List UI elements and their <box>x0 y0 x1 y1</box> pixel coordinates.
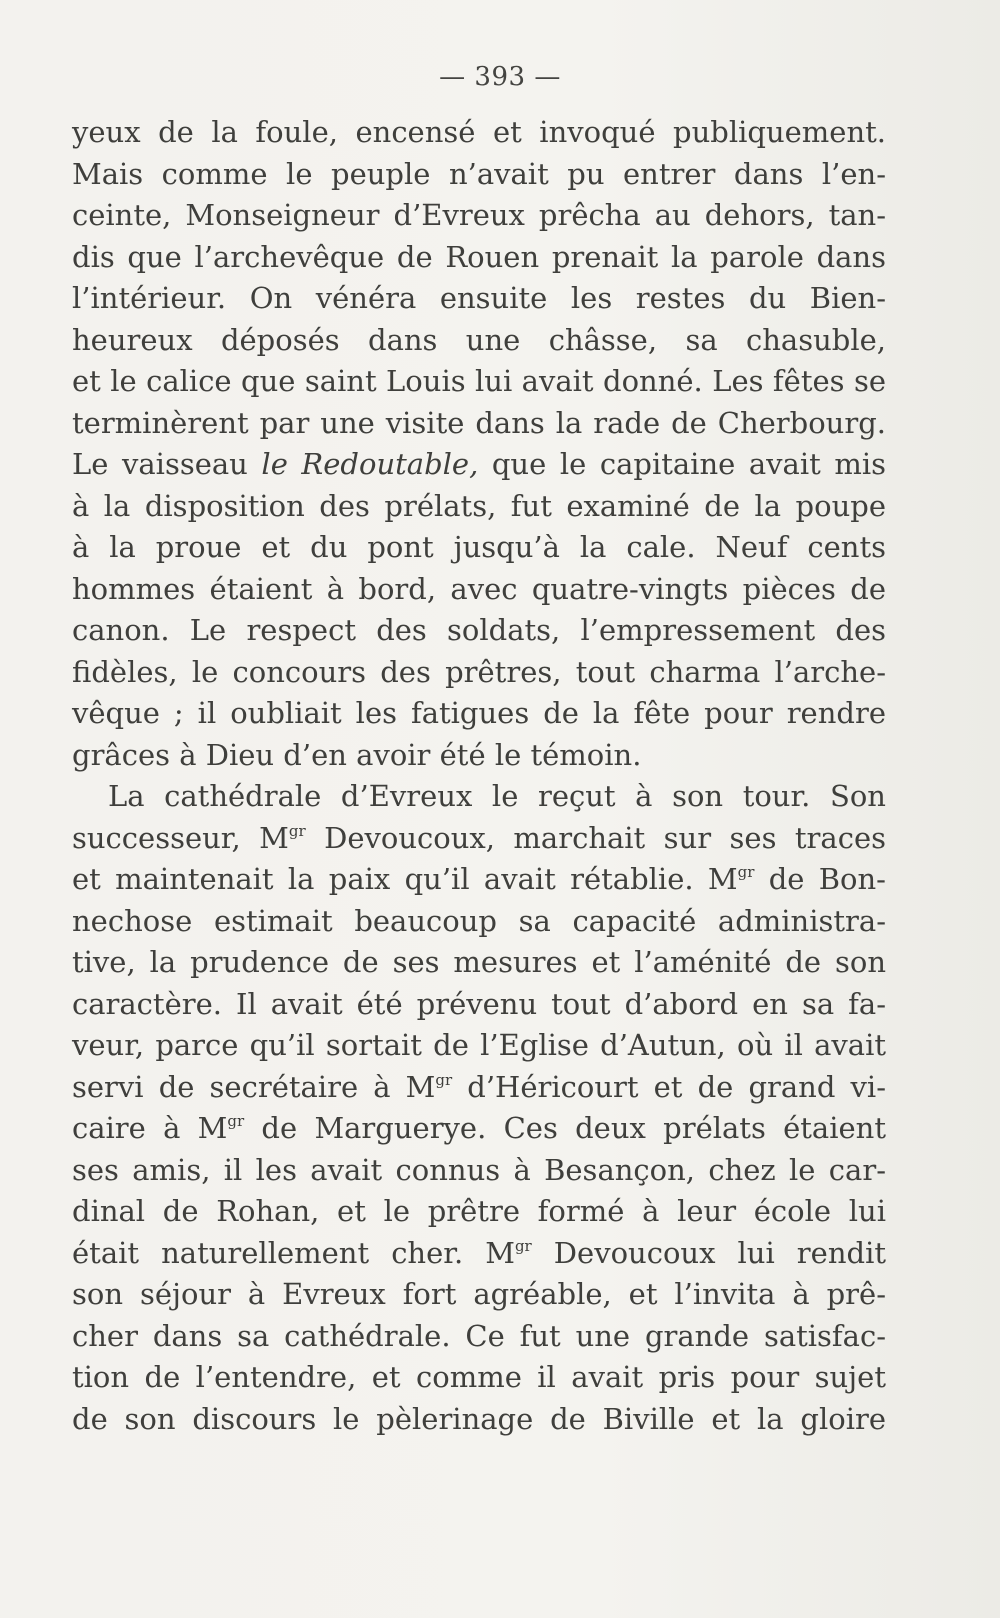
text-line: hommes étaient à bord, avec quatre-vingts pièces de <box>72 571 886 606</box>
text-line: ceinte, Monseigneur d’Evreux prêcha au dehors, tan- <box>72 198 886 232</box>
text-line: heureux déposés dans une châsse, sa chasuble, <box>72 322 886 357</box>
line-text-segment: d’Héricourt et de grand vi- <box>452 1069 886 1104</box>
text-line: caractère. Il avait été prévenu tout d’abord en sa fa- <box>72 986 886 1021</box>
text-line: La cathédrale d’Evreux le reçut à son tour. Son <box>108 779 886 813</box>
line-text-segment: Devoucoux, marchait sur ses traces <box>305 820 886 855</box>
text-line: veur, parce qu’il sortait de l’Eglise d’Autun, où il avait <box>72 1028 886 1062</box>
text-line: l’intérieur. On vénéra ensuite les restes du Bien- <box>72 281 886 315</box>
text-line <box>72 1067 886 1109</box>
text-line: de son discours le pèlerinage de Biville et la gloire <box>72 1401 886 1436</box>
text-line: fidèles, le concours des prêtres, tout charma l’arche- <box>72 654 886 689</box>
text-line <box>72 818 886 860</box>
text-line: cher dans sa cathédrale. Ce fut une grande satisfac- <box>72 1318 886 1353</box>
line-text-segment: Devoucoux lui rendit <box>531 1235 887 1270</box>
ship-name-italic: le Redoutable, <box>261 447 479 481</box>
body-text <box>72 112 886 1440</box>
text-line: tive, la prudence de ses mesures et l’aménité de son <box>72 945 886 979</box>
line-text-segment: de Marguerye. Ces deux prélats étaient <box>244 1111 886 1145</box>
text-line: Mais comme le peuple n’avait pu entrer dans l’en- <box>72 156 886 191</box>
superscript-abbreviation: gr <box>288 821 306 840</box>
line-text-segment: et maintenait la paix qu’il avait rétablie. M <box>72 862 738 896</box>
text-line: son séjour à Evreux fort agréable, et l’invita à prê- <box>72 1277 886 1311</box>
text-line: canon. Le respect des soldats, l’empressement des <box>72 613 886 647</box>
text-line: à la disposition des prélats, fut examiné de la poupe <box>72 488 886 523</box>
line-text-segment: Le vaisseau <box>72 447 262 481</box>
text-line <box>72 1233 886 1275</box>
text-line: tion de l’entendre, et comme il avait pris pour sujet <box>72 1360 886 1394</box>
superscript-abbreviation: gr <box>435 1070 453 1089</box>
superscript-abbreviation: gr <box>737 863 755 881</box>
line-text-segment: servi de secrétaire à M <box>72 1069 436 1104</box>
line-text-segment: était naturellement cher. M <box>72 1235 515 1270</box>
line-text-segment: caire à M <box>72 1111 228 1145</box>
text-line <box>72 444 886 486</box>
text-line: ses amis, il les avait connus à Besançon, chez le car- <box>72 1152 886 1187</box>
text-line: vêque ; il oubliait les fatigues de la fête pour rendre <box>72 696 886 730</box>
line-text-segment: successeur, M <box>72 820 289 855</box>
line-text-segment: que le capitaine avait mis <box>478 447 886 481</box>
text-line: et le calice que saint Louis lui avait donné. Les fêtes se <box>72 364 886 398</box>
page-number: — 393 — <box>439 62 561 92</box>
superscript-abbreviation: gr <box>227 1112 245 1130</box>
superscript-abbreviation: gr <box>514 1236 532 1255</box>
text-line: nechose estimait beaucoup sa capacité administra- <box>72 903 886 938</box>
text-line: grâces à Dieu d’en avoir été le témoin. <box>72 737 642 772</box>
text-line: à la proue et du pont jusqu’à la cale. Neuf cents <box>72 530 886 564</box>
text-line: dinal de Rohan, et le prêtre formé à leur école lui <box>72 1194 886 1228</box>
line-text-segment: de Bon- <box>754 862 886 896</box>
text-line <box>72 1108 886 1150</box>
text-line: terminèrent par une visite dans la rade de Cherbourg. <box>72 405 886 440</box>
text-line: yeux de la foule, encensé et invoqué publiquement. <box>72 115 886 149</box>
text-line: dis que l’archevêque de Rouen prenait la parole dans <box>72 239 886 274</box>
text-line <box>72 859 886 901</box>
